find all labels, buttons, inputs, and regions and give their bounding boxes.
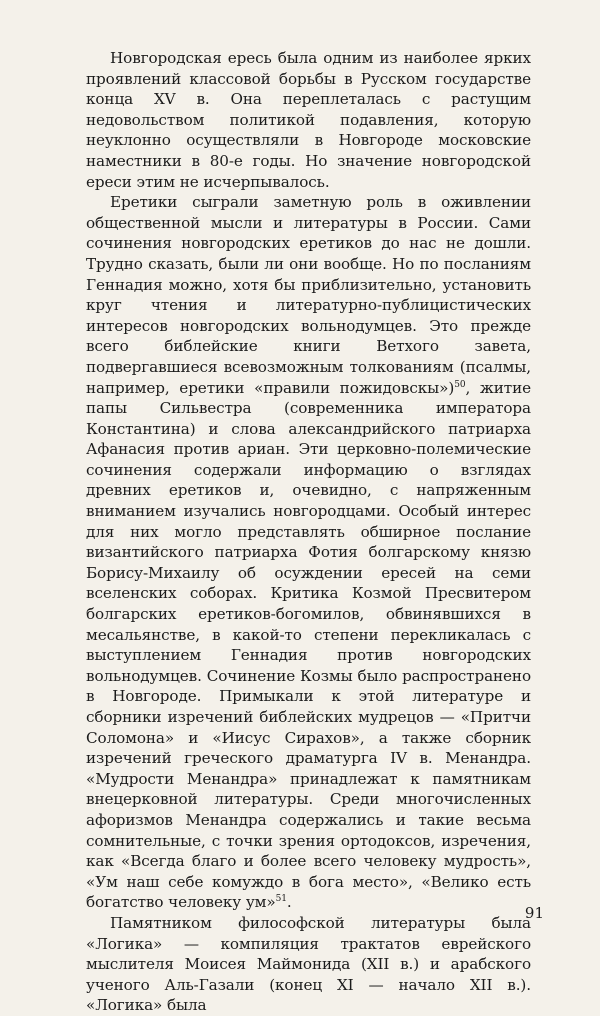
paragraph-2-text-part-3: . <box>286 893 292 912</box>
paragraph-1: Новгородская ересь была одним из наиболее ярких проявлений классовой борьбы в Русском государстве конца XV в. Она переплеталась с растущим недовольством политикой подавления, которую неуклонно осуществляли в Новгороде московские наместники в 80-е годы. Но значение новгородской ереси этим не исчерпывалось. <box>86 49 531 191</box>
page-number: 91 <box>524 904 544 922</box>
footnote-ref-50: 50 <box>454 379 466 390</box>
paragraph-3: Памятником философской литературы была «Логика» — компиляция трактатов еврейского мыслителя Моисея Маймонида (XII в.) и арабского ученого Аль-Газали (конец XI — начало XII в.). «Логика» была <box>86 913 531 1015</box>
footnote-ref-51: 51 <box>275 894 287 905</box>
page-body <box>86 48 531 1016</box>
paragraph-2-text-part-2: , житие папы Сильвестра (современника императора Константина) и слова александрийского патриарха Афанасия против ариан. Эти церковно-полемические сочинения содержали информацию о взглядах древних еретиков и, очевидно, с напряженным вниманием изучались новгородцами. Особый интерес для них могло представлять обширное послание византийского патриарха Фотия болгарскому князю Борису-Михаилу об осуждении ересей на семи вселенских соборах. Критика Козмой Пресвитером болгарских еретиков-богомилов, обвинявшихся в месальянстве, в какой-то степени перекликалась с выступлением Геннадия против новгородских вольнодумцев. Сочинение Козмы было распространено в Новгороде. Примыкали к этой литературе и сборники изречений библейских мудрецов — «Притчи Соломона» и «Иисус Сирахов», а также сборник изречений греческого драматурга IV в. Менандра. «Мудрости Менандра» принадлежат к памятникам внецерковной литературы. Среди многочисленных афоризмов Менандра содержались и такие весьма сомнительные, с точки зрения ортодоксов, изречения, как «Всегда благо и более всего человеку мудрость», «Ум наш себе комуждо в бога место», «Велико есть богатство человеку ум» <box>86 378 532 912</box>
paragraph-2 <box>86 192 531 913</box>
paragraph-2-text-part-1: Еретики сыграли заметную роль в оживлении общественной мысли и литературы в России. Сами сочинения новгородских еретиков до нас не дошли. Трудно сказать, были ли они вообще. Но по посланиям Геннадия можно, хотя бы приблизительно, установить круг чтения и литературно-публицистических интересов новгородских вольнодумцев. Это прежде всего библейские книги Ветхого завета, подвергавшиеся всевозможным толкованиям (псалмы, например, еретики «правили пожидовскы») <box>86 193 531 397</box>
